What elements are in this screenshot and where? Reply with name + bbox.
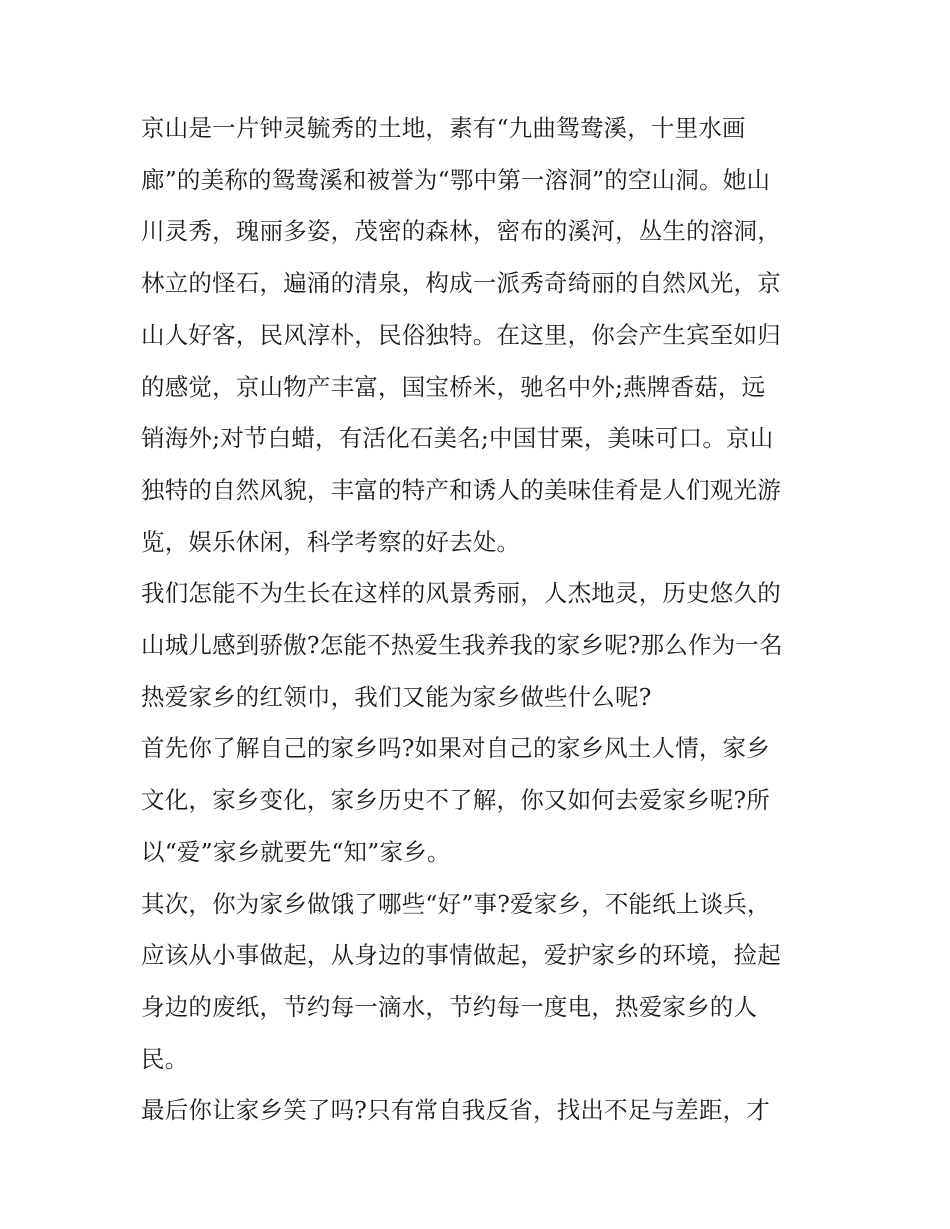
paragraph-1 [141, 103, 821, 568]
text-line: 廊”的美称的鸳鸯溪和被誉为“鄂中第一溶洞”的空山洞。她山 [141, 165, 771, 194]
paragraph-4 [141, 879, 821, 1086]
paragraph-2 [141, 568, 821, 723]
text-line: 应该从小事做起，从身边的事情做起，爱护家乡的环境，捡起 [141, 941, 781, 970]
text-line: 销海外;对节白蜡，有活化石美名;中国甘栗，美味可口。京山 [141, 424, 774, 453]
text-line: 的感觉，京山物产丰富，国宝桥米，驰名中外;燕牌香菇，远 [141, 372, 766, 401]
text-line: 热爱家乡的红领巾，我们又能为家乡做些什么呢? [141, 682, 652, 711]
text-line: 文化，家乡变化，家乡历史不了解，你又如何去爱家乡呢?所 [141, 786, 770, 815]
text-line: 林立的怪石，遍涌的清泉，构成一派秀奇绮丽的自然风光，京 [141, 269, 781, 298]
text-line: 民。 [141, 1044, 189, 1073]
text-line: 山城儿感到骄傲?怎能不热爱生我养我的家乡呢?那么作为一名 [141, 631, 783, 660]
text-line: 川灵秀，瑰丽多姿，茂密的森林，密布的溪河，丛生的溶洞， [141, 217, 781, 246]
text-line: 山人好客，民风淳朴，民俗独特。在这里，你会产生宾至如归 [141, 320, 781, 349]
text-line: 首先你了解自己的家乡吗?如果对自己的家乡风土人情，家乡 [141, 734, 770, 763]
text-line: 览，娱乐休闲，科学考察的好去处。 [141, 527, 521, 556]
text-line: 其次，你为家乡做饿了哪些“好”事?爱家乡，不能纸上谈兵， [141, 889, 771, 918]
text-line: 最后你让家乡笑了吗?只有常自我反省，找出不足与差距，才 [141, 1096, 770, 1125]
text-line: 独特的自然风貌，丰富的特产和诱人的美味佳肴是人们观光游 [141, 475, 781, 504]
document-body [141, 103, 821, 1137]
text-line: 京山是一片钟灵毓秀的土地，素有“九曲鸳鸯溪，十里水画 [141, 114, 746, 142]
text-line: 身边的废纸，节约每一滴水，节约每一度电，热爱家乡的人 [141, 992, 758, 1021]
paragraph-5 [141, 1085, 821, 1137]
paragraph-3 [141, 723, 821, 878]
text-line: 我们怎能不为生长在这样的风景秀丽，人杰地灵，历史悠久的 [141, 579, 781, 608]
text-line: 以“爱”家乡就要先“知”家乡。 [141, 837, 451, 866]
